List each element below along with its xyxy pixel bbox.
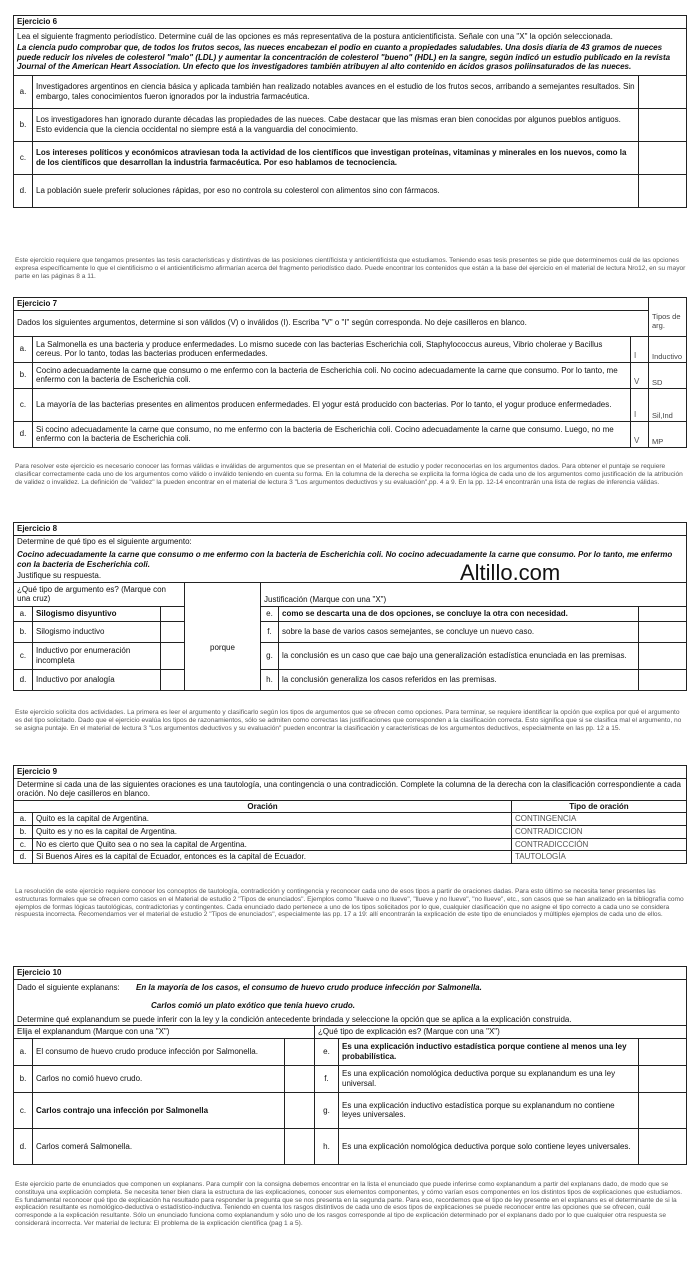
e9-note: La resolución de este ejercicio requiere conocer los conceptos de tautología, contradicción y contingencia y reconocer cada uno de esos tipos a partir de oraciones dadas. Para esto último se necesita tener presentes las estructuras formales que se ofrecen como casos en el Material de estudio 2 "Tipos de enunciados". Ejemplos como "llueve o no llueve", "llueve y no llueve", "no llueve", etc., son casos que se han analizado en la bibliografía como ejemplos de formas lógicas tautológicas, contradictorias y contingentes. Cada enunciado dado pertenece a uno de los tipos solicitados por lo que, cualquier clasificación que no asigne el tipo correcto a cada uno se considera respuesta incorrecta. Recomendamos ver el material de estudio 2 "Tipos de enunciados", especialmente las pp. 17 a 19: allí encontrarán la explicación de este tipo de enunciados y múltiples ejemplos de cada uno de ellos. xyxy=(15,888,684,919)
e6-option-text: Los intereses políticos y económicos atraviesan toda la actividad de los científicos que investigan proteínas, vitaminas y minerales en los nuevos, como la de los científicos que desarrollan la industria farmacéutica. Por eso hablamos de tecnociencia. xyxy=(33,141,639,174)
e7-row-letter: d. xyxy=(14,421,33,447)
e10-right-text: Es una explicación nomológica deductiva porque su explanandum es una ley universal. xyxy=(339,1065,639,1092)
e8-left-text: Inductivo por enumeración incompleta xyxy=(33,642,161,669)
e8-porque: porque xyxy=(185,606,261,690)
e10-left-text: Carlos comerá Salmonella. xyxy=(33,1128,285,1164)
e7-row-letter: c. xyxy=(14,388,33,421)
e9-row-text: Quito es la capital de Argentina. xyxy=(33,813,512,826)
e10-right-text: Es una explicación inductivo estadística porque su explanandum no contiene leyes universales. xyxy=(339,1092,639,1128)
e8-left-text: Silogismo disyuntivo xyxy=(33,606,161,621)
e10-left-answer-cell[interactable] xyxy=(285,1128,315,1164)
e10-left-answer-cell[interactable] xyxy=(285,1092,315,1128)
e8-right-text: la conclusión es un caso que cae bajo una generalización estadística enunciada en las premisas. xyxy=(279,642,639,669)
e6-option-letter: c. xyxy=(14,141,33,174)
e6-option-letter: d. xyxy=(14,174,33,207)
e6-answer-cell[interactable] xyxy=(638,75,686,108)
e10-right-answer-cell[interactable] xyxy=(638,1038,686,1065)
e7-row-text: La Salmonella es una bacteria y produce enfermedades. Lo mismo sucede con las bacterias Escherichia coli, Staphylococcus aureus, Vibrio cholerae y Bacillus cereus. Por lo tanto, todas las bacterias producen enfermedades. xyxy=(33,336,631,362)
e10-right-text: Es una explicación inductivo estadística porque contiene al menos una ley probabilística. xyxy=(339,1038,639,1065)
ejercicio-6 xyxy=(13,15,687,208)
e8-left-letter: d. xyxy=(14,669,33,690)
e9-row-text: Si Buenos Aires es la capital de Ecuador, entonces es la capital de Ecuador. xyxy=(33,851,512,864)
e6-note: Este ejercicio requiere que tengamos presentes las tesis características y distintivas de las posiciones científicista y anticientificista que estudiamos. Teniendo esas tesis presentes se pide que determinemos cuál de las opciones expresa específicamente lo que el cientificismo o el anticientificismo afirmarían acerca del fragmento periodístico dado. Puede encontrar los contenidos que están a la base del ejercicio en el material de lectura Nro12, en su mayor parte en las páginas 8 a 11. xyxy=(15,257,686,280)
e8-note: Este ejercicio solicita dos actividades. La primera es leer el argumento y clasificarlo según los tipos de argumentos que se ofrecen como opciones. Para terminar, se requiere identificar la opción que explica por qué el argumento es del tipo solicitado. Dado que el ejercicio evalúa los tipos de razonamientos, sólo se admiten como correctas las justificaciones que corresponden a la clasificación correcta. Esto significa que si se clasifica mal el argumento, no se asigna puntaje. En el material de lectura 3 "Los argumentos deductivos y su evaluación" pueden encontrar la clasificación y características de los argumentos deductivos, especialmente en las pp. 12 a 15. xyxy=(15,709,682,732)
e10-left-text: Carlos contrajo una infección por Salmonella xyxy=(33,1092,285,1128)
e8-right-answer-cell[interactable] xyxy=(639,642,687,669)
e7-vi-cell[interactable]: I xyxy=(630,336,648,362)
e7-vi-cell[interactable]: I xyxy=(630,388,648,421)
e6-title: Ejercicio 6 xyxy=(14,16,687,29)
e10-right-text: Es una explicación nomológica deductiva porque solo contiene leyes universales. xyxy=(339,1128,639,1164)
e6-option-text: La población suele preferir soluciones rápidas, por eso no controla su colesterol con alimentos sino con fármacos. xyxy=(33,174,639,207)
e6-answer-cell[interactable] xyxy=(638,108,686,141)
e10-ley: En la mayoría de los casos, el consumo de huevo crudo produce infección por Salmonella. xyxy=(135,982,482,992)
e7-row-text: La mayoría de las bacterias presentes en alimentos producen enfermedades. El yogur está producido con bacterias. Por lo tanto, el yogur produce enfermedades. xyxy=(33,388,631,421)
e10-instruction: Determine qué explanandum se puede inferir con la ley y la condición antecedente brindada y seleccione la opción que se aplica a la explicación construida. xyxy=(14,1014,687,1026)
e8-left-answer-cell[interactable] xyxy=(161,669,185,690)
altillo-watermark: Altillo.com xyxy=(460,560,561,585)
e10-right-answer-cell[interactable] xyxy=(638,1128,686,1164)
e10-left-text: El consumo de huevo crudo produce infección por Salmonella. xyxy=(33,1038,285,1065)
e10-right-letter: e. xyxy=(315,1038,339,1065)
e9-row-letter: b. xyxy=(14,825,33,838)
e6-option-letter: a. xyxy=(14,75,33,108)
e6-quote: La ciencia pudo comprobar que, de todos los frutos secos, las nueces encabezan el podio en cuanto a propiedades saludables. Una dosis diaria de 43 gramos de nueces puede reducir los niveles de colesterol "malo" (LDL) y aumentar la concentración de colesterol "bueno" (HDL) en la sangre, según indicó un estudio publicado en la revista Journal of the American Heart Association. Un efecto que los investigadores también atribuyen al alto contenido en ácidos grasos poliinsaturados de las nueces. xyxy=(14,42,687,75)
e10-left-answer-cell[interactable] xyxy=(285,1038,315,1065)
e8-left-letter: b. xyxy=(14,621,33,642)
e10-condicion: Carlos comió un plato exótico que tenía huevo crudo. xyxy=(14,993,687,1014)
e10-explanans-label: Dado el siguiente explanans: xyxy=(17,982,120,992)
e8-left-answer-cell[interactable] xyxy=(161,606,185,621)
e9-row-letter: d. xyxy=(14,851,33,864)
e10-right-header: ¿Qué tipo de explicación es? (Marque con una "X") xyxy=(315,1026,687,1039)
e8-left-answer-cell[interactable] xyxy=(161,642,185,669)
e7-tipos-header: Tipos de arg. xyxy=(649,298,687,337)
e8-instruction: Determine de qué tipo es el siguiente argumento: xyxy=(14,535,687,547)
e10-right-letter: f. xyxy=(315,1065,339,1092)
e8-right-letter: h. xyxy=(261,669,279,690)
e6-answer-cell[interactable] xyxy=(638,174,686,207)
e6-option-text: Los investigadores han ignorado durante décadas las propiedades de las nueces. Cabe destacar que las mismas eran bien conocidas por algunos pueblos antiguos. Esto evidencia que la ciencia occidental no siempre está a la vanguardia del conocimiento. xyxy=(33,108,639,141)
e8-title: Ejercicio 8 xyxy=(14,523,687,536)
e9-row-letter: a. xyxy=(14,813,33,826)
e6-instruction: Lea el siguiente fragmento periodístico. Determine cuál de las opciones es más representativa de la postura anticientificista. Señale con una "X" la opción seleccionada. xyxy=(14,28,687,42)
e8-left-letter: c. xyxy=(14,642,33,669)
e10-right-answer-cell[interactable] xyxy=(638,1092,686,1128)
e9-tipo-cell[interactable]: CONTRADICCCIÓN xyxy=(512,838,687,851)
e8-right-letter: f. xyxy=(261,621,279,642)
e8-justify: Justifique su respuesta. xyxy=(14,570,687,582)
ejercicio-9 xyxy=(13,765,687,864)
e8-quote: Cocino adecuadamente la carne que consumo o me enfermo con la bacteria de Escherichia coli. No cocino adecuadamente la carne que consumo. Por lo tanto, me enfermo con la bacteria de Escherichia coli. xyxy=(14,547,687,570)
e8-left-header: ¿Qué tipo de argumento es? (Marque con una cruz) xyxy=(14,582,185,606)
e7-title: Ejercicio 7 xyxy=(14,298,649,311)
ejercicio-8 xyxy=(13,522,687,691)
e10-left-text: Carlos no comió huevo crudo. xyxy=(33,1065,285,1092)
e10-note: Este ejercicio parte de enunciados que componen un explanans. Para cumplir con la consigna debemos encontrar en la lista el enunciado que puede inferirse como explanandum a partir del explanans dado, de modo que se constituya una explicación completa. Se necesita tener bien clara la estructura de las explicaciones, conocer sus elementos componentes, y cómo varían esos componentes en los distintos tipos de explicaciones que estudiamos. Es fundamental reconocer qué tipo de explicación ha resultado para responder la pregunta que se nos presenta en la segunda parte. Para eso, recordemos que el tipo de ley presente en el explanans es el determinante de si la explicación resultante es nomológico-deductiva o estadístico-inductiva. Teniendo en cuenta los rasgos distintivos de cada uno de esos tipos de explicaciones se puede reconocer entre las opciones que se ofrecen, cuál corresponde a la explicación resultante. Sólo un enunciado funciona como explanandum y sólo uno de los rasgos corresponde al tipo de explicación determinado por el explanans dado por lo que cualquier otra respuesta se considerará incorrecta. Ver material de lectura: El problema de la explicación científica (pag 1 a 5). xyxy=(15,1181,683,1227)
e8-left-text: Silogismo inductivo xyxy=(33,621,161,642)
e7-tipo-cell: Sil,Ind xyxy=(649,388,687,421)
e10-left-letter: b. xyxy=(14,1065,33,1092)
e7-tipo-cell: Inductivo xyxy=(649,336,687,362)
e8-right-text: como se descarta una de dos opciones, se concluye la otra con necesidad. xyxy=(279,606,639,621)
e7-tipo-cell: SD xyxy=(649,362,687,388)
e6-option-letter: b. xyxy=(14,108,33,141)
e7-row-text: Cocino adecuadamente la carne que consumo o me enfermo con la bacteria de Escherichia coli. No cocino adecuadamente la carne que consumo. Por lo tanto, me enfermo con la bacteria de Escherichia coli. xyxy=(33,362,631,388)
ejercicio-7 xyxy=(13,297,687,448)
e7-row-letter: a. xyxy=(14,336,33,362)
e7-instruction: Dados los siguientes argumentos, determine si son válidos (V) o inválidos (I). Escriba "V" o "I" según corresponda. No deje casilleros en blanco. xyxy=(14,310,649,336)
e8-right-letter: e. xyxy=(261,606,279,621)
e8-right-text: sobre la base de varios casos semejantes, se concluye un nuevo caso. xyxy=(279,621,639,642)
e10-left-answer-cell[interactable] xyxy=(285,1065,315,1092)
e8-right-header: Justificación (Marque con una "X") xyxy=(261,582,687,606)
e9-tipo-cell[interactable]: TAUTOLOGÍA xyxy=(512,851,687,864)
e9-col-tipo: Tipo de oración xyxy=(512,800,687,813)
e10-left-header: Elija el explanandum (Marque con una "X") xyxy=(14,1026,315,1039)
e8-left-text: Inductivo por analogía xyxy=(33,669,161,690)
e7-vi-cell[interactable]: V xyxy=(630,362,648,388)
e10-right-letter: h. xyxy=(315,1128,339,1164)
e9-row-text: No es cierto que Quito sea o no sea la capital de Argentina. xyxy=(33,838,512,851)
e9-title: Ejercicio 9 xyxy=(14,766,687,779)
e7-tipo-cell: MP xyxy=(649,421,687,447)
e10-right-answer-cell[interactable] xyxy=(638,1065,686,1092)
e9-tipo-cell[interactable]: CONTINGENCIA xyxy=(512,813,687,826)
e10-left-letter: a. xyxy=(14,1038,33,1065)
e8-right-answer-cell[interactable] xyxy=(639,669,687,690)
e6-option-text: Investigadores argentinos en ciencia básica y aplicada también han realizado notables avances en el estudio de los frutos secos, arribando a semejantes resultados. Sin embargo, tales conocimientos fueron ignorados por la industria farmacéutica. xyxy=(33,75,639,108)
e9-row-text: Quito es y no es la capital de Argentina. xyxy=(33,825,512,838)
e7-note: Para resolver este ejercicio es necesario conocer las formas válidas e inválidas de argumentos que se presentan en el Material de estudio y poder reconocerlas en los argumentos dados. Para obtener el puntaje se requiere clasificar correctamente cada uno de los argumentos como válido o inválido teniendo en cuenta su forma. En la columna de la derecha se explicita la forma lógica de cada uno de los argumentos como justificación de la atribución de validez o invalidez. La definición de "validez" la pueden encontrar en el material de lectura 3 "Los argumentos deductivos y su evaluación",pp. 4 a 9. En la pp. 12-14 encontrarán una lista de reglas de inferencia válidas. xyxy=(15,463,683,486)
e8-right-answer-cell[interactable] xyxy=(639,621,687,642)
e10-right-letter: g. xyxy=(315,1092,339,1128)
e8-left-letter: a. xyxy=(14,606,33,621)
e8-right-answer-cell[interactable] xyxy=(639,606,687,621)
e6-answer-cell[interactable] xyxy=(638,141,686,174)
e8-left-answer-cell[interactable] xyxy=(161,621,185,642)
e8-right-letter: g. xyxy=(261,642,279,669)
e9-row-letter: c. xyxy=(14,838,33,851)
e9-instruction: Determine si cada una de las siguientes oraciones es una tautología, una contingencia o una contradicción. Complete la columna de la derecha con la clasificación correspondiente a cada oración. No deje casilleros en blanco. xyxy=(14,778,687,800)
e9-col-oracion: Oración xyxy=(14,800,512,813)
e10-left-letter: c. xyxy=(14,1092,33,1128)
e10-title: Ejercicio 10 xyxy=(14,967,687,980)
e9-tipo-cell[interactable]: CONTRADICCION xyxy=(512,825,687,838)
e7-vi-cell[interactable]: V xyxy=(630,421,648,447)
ejercicio-10 xyxy=(13,966,687,1165)
e7-row-letter: b. xyxy=(14,362,33,388)
e7-row-text: Si cocino adecuadamente la carne que consumo, no me enfermo con la bacteria de Escherichia coli. Cocino adecuadamente la carne que consumo. Luego, no me enfermo con la bacteria de Escherichia coli. xyxy=(33,421,631,447)
e10-left-letter: d. xyxy=(14,1128,33,1164)
e8-right-text: la conclusión generaliza los casos referidos en las premisas. xyxy=(279,669,639,690)
